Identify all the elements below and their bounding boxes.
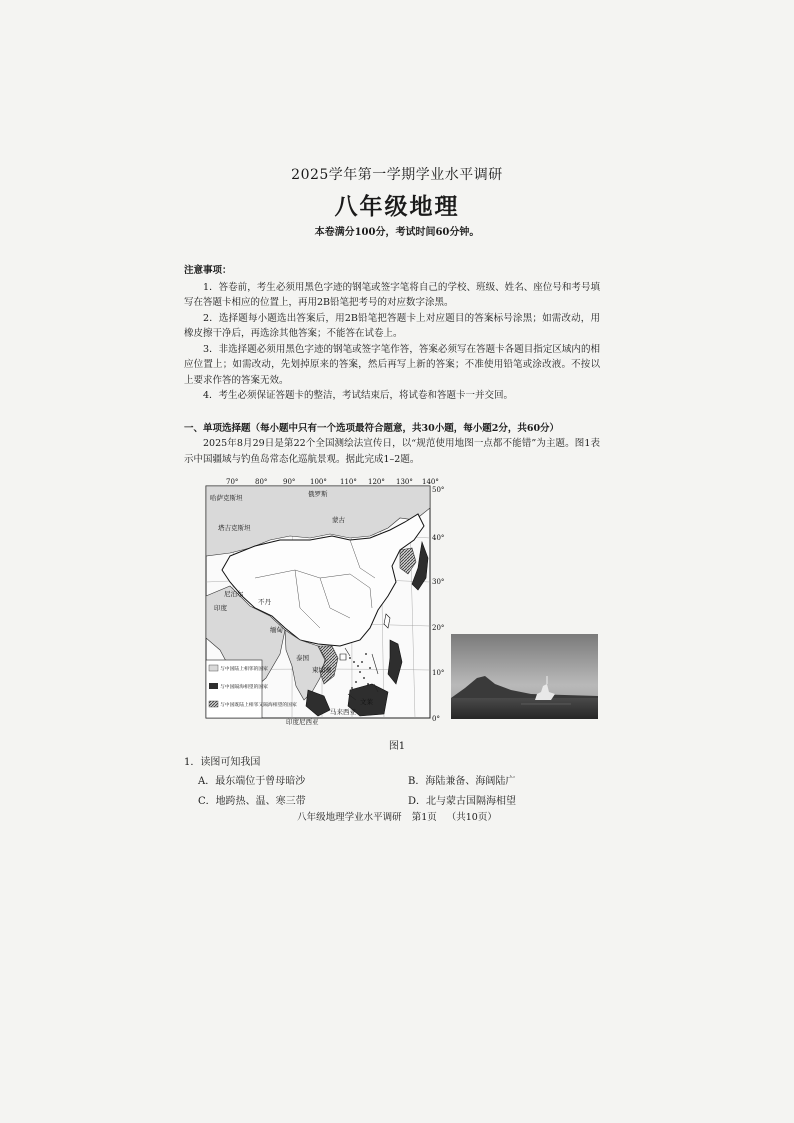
country-label: 哈萨克斯坦: [210, 494, 243, 502]
country-label: 印度: [214, 604, 227, 612]
country-label: 不丹: [258, 598, 271, 606]
country-label: 俄罗斯: [308, 490, 328, 498]
latitude-label: 30°: [432, 578, 445, 586]
exam-info: 本卷满分100分，考试时间60分钟。: [314, 227, 480, 238]
notes-block: [184, 263, 600, 404]
note-item-4: 4．考生必须保证答题卡的整洁，考试结束后，将试卷和答题卡一并交回。: [203, 390, 514, 401]
diaoyu-patrol-photo: [451, 634, 598, 719]
footer-page-number: 第1页: [411, 812, 437, 823]
question-stem: 1．读图可知我国: [184, 757, 261, 768]
longitude-label: 70°: [226, 478, 239, 486]
latitude-label: 10°: [432, 669, 445, 677]
footer-total-pages: （共10页）: [446, 812, 497, 823]
country-label: 蒙古: [332, 516, 345, 524]
country-label: 尼泊尔: [224, 590, 244, 598]
latitude-label: 20°: [432, 624, 445, 632]
country-label: 塔吉克斯坦: [218, 524, 251, 532]
subject-title: 八年级地理: [334, 194, 460, 220]
latitude-label: 40°: [432, 534, 445, 542]
legend-label: 与中国隔海相望的国家: [220, 685, 268, 690]
country-label: 缅甸: [270, 626, 283, 634]
figure-caption: 图1: [388, 741, 406, 752]
longitude-label: 120°: [368, 478, 385, 486]
longitude-label: 80°: [255, 478, 268, 486]
land-hainan: [340, 654, 346, 660]
footer-exam-name: 八年级地理学业水平调研: [297, 812, 402, 823]
notes-heading: 注意事项：: [184, 265, 232, 276]
page-footer: [0, 809, 794, 823]
longitude-label: 100°: [310, 478, 327, 486]
section-intro: 2025年8月29日是第22个全国测绘法宣传日，以“规范使用地图一点都不能错”为主题。图1表示中国疆域与钓鱼岛常态化巡航景观。据此完成1–2题。: [184, 438, 600, 465]
section-heading: 一、单项选择题（每小题中只有一个选项最符合题意，共30小题，每小题2分，共60分）: [184, 423, 560, 434]
country-label: 马来西亚: [330, 708, 356, 716]
latitude-label: 0°: [432, 715, 440, 723]
option-d[interactable]: D．北与蒙古国隔海相望: [408, 796, 517, 807]
exam-title: 2025学年第一学期学业水平调研: [291, 167, 503, 183]
china-territory-map: [200, 478, 445, 728]
note-item-2: 2．选择题每小题选出答案后，用2B铅笔把答题卡上对应题目的答案标号涂黑；如需改动，用橡皮擦干净后，再选涂其他答案；不能答在试卷上。: [184, 312, 600, 339]
option-b[interactable]: B．海陆兼备、海阔陆广: [408, 776, 516, 787]
option-a[interactable]: A．最东端位于曾母暗沙: [198, 776, 306, 787]
legend-label: 与中国陆上相邻的国家: [220, 667, 268, 672]
note-item-1: 1．答卷前，考生必须用黑色字迹的钢笔或签字笔将自己的学校、班级、姓名、座位号和考号填写在答题卡相应的位置上，再用2B铅笔把考号的对应数字涂黑。: [184, 281, 600, 308]
longitude-label: 110°: [340, 478, 357, 486]
country-label: 泰国: [296, 654, 309, 662]
longitude-label: 90°: [283, 478, 296, 486]
legend-label: 与中国既陆上相邻又隔海相望的国家: [220, 703, 297, 708]
country-label: 柬埔寨: [312, 666, 332, 674]
latitude-label: 50°: [432, 486, 445, 494]
option-c[interactable]: C．地跨热、温、寒三带: [198, 796, 306, 807]
note-item-3: 3．非选择题必须用黑色字迹的钢笔或签字笔作答，答案必须写在答题卡各题目指定区域内的相应位置上；如需改动，先划掉原来的答案，然后再写上新的答案；不准使用铅笔或涂改液。不按以上要求作答的答案无效。: [184, 343, 600, 386]
longitude-label: 140°: [422, 478, 439, 486]
longitude-label: 130°: [396, 478, 413, 486]
country-label: 印度尼西亚: [286, 718, 319, 726]
country-label: 文莱: [360, 698, 373, 706]
